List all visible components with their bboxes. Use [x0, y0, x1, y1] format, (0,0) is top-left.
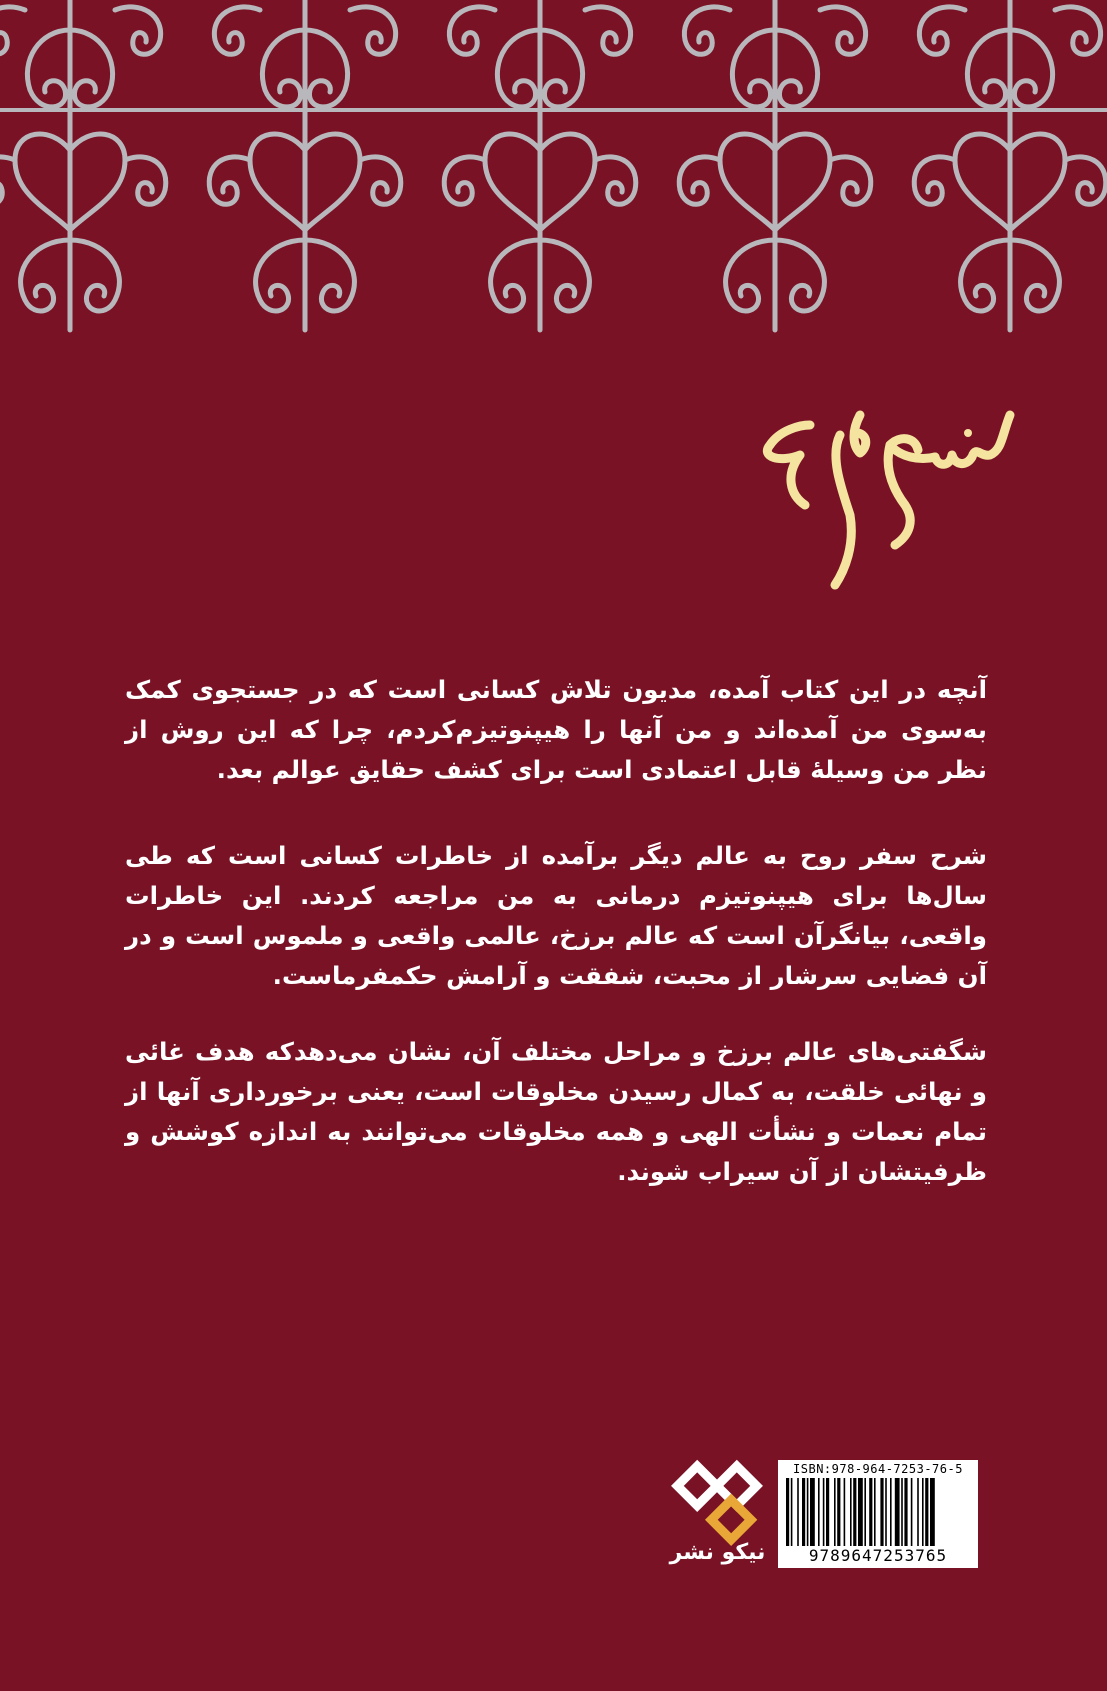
- barcode-bars: [786, 1478, 972, 1546]
- isbn-label: ISBN:978-964-7253-76-5: [793, 1462, 963, 1476]
- blurb-paragraph-2: شرح سفر روح به عالم دیگر برآمده از خاطرات کسانی است که طی سال‌ها برای هیپنوتیزم درمانی به من مراجعه کردند. این خاطرات واقعی، بیانگرآن است که عالم برزخ، عالمی واقعی و ملموس است و در آن فضایی سرشار از محبت، شفقت و آرامش حکمفرماست.: [125, 841, 987, 990]
- publisher-name: نیکو نشر: [669, 1540, 766, 1565]
- barcode-digits: 9789647253765: [808, 1546, 948, 1565]
- decorative-pattern: [0, 0, 1107, 340]
- book-title-calligraphy: [740, 395, 1020, 595]
- blurb-paragraph-3: شگفتی‌های عالم برزخ و مراحل مختلف آن، نشان می‌دهدکه هدف غائی و نهائی خلقت، به کمال رسیدن مخلوقات است، یعنی برخورداری آنها از تمام نعمات و نشأت الهی و همه مخلوقات می‌توانند به اندازه کوشش و ظرفیتشان از آن سیراب شوند.: [125, 1037, 987, 1186]
- blurb-paragraph-1: آنچه در این کتاب آمده، مدیون تلاش کسانی است که در جستجوی کمک به‌سوی من آمده‌اند و من آنها را هیپنوتیزم‌کردم، چرا که این روش از نظر من وسیلهٔ قابل اعتمادی است برای کشف حقایق عوالم بعد.: [125, 675, 987, 784]
- isbn-barcode: [778, 1460, 978, 1568]
